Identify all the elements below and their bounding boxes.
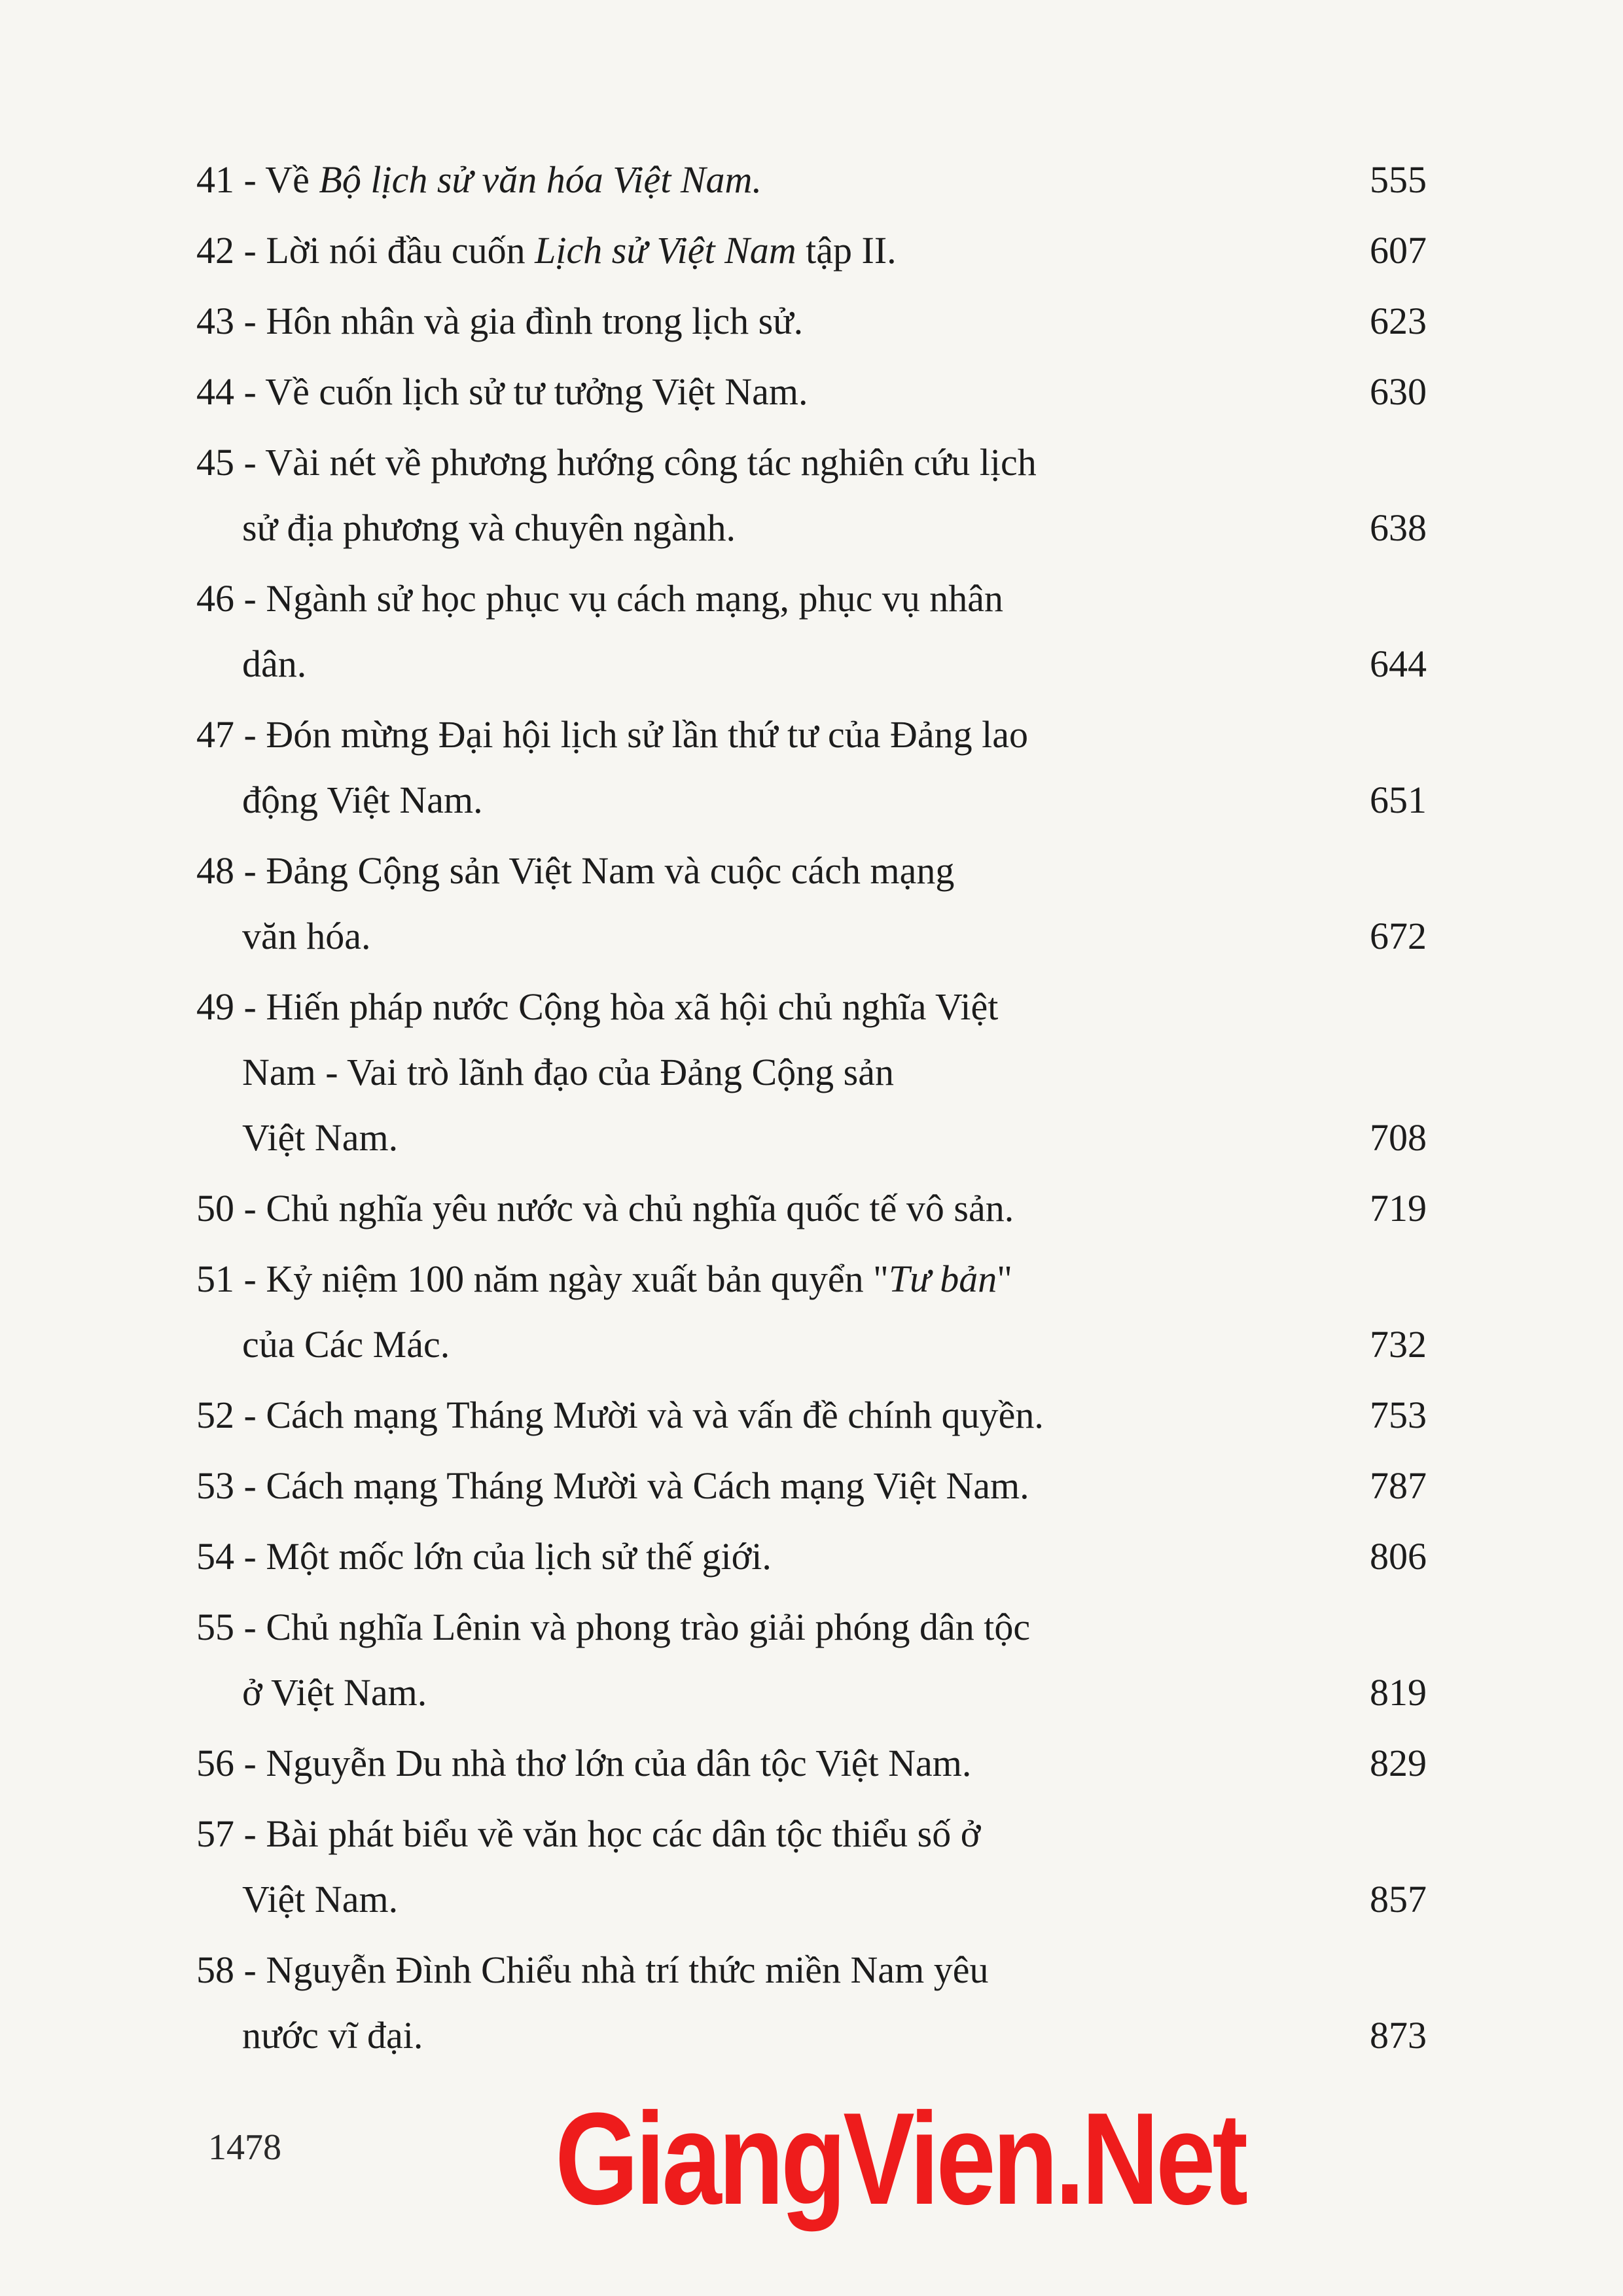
toc-entry-title: Ngành sử học phục vụ cách mạng, phục vụ nhân	[266, 577, 1004, 620]
toc-entry	[196, 289, 1427, 354]
toc-entry-line	[196, 1383, 1427, 1448]
toc-entry-page: 819	[1370, 1671, 1427, 1714]
toc-entry-line	[196, 1176, 1427, 1241]
toc-entry-title: Nam - Vai trò lãnh đạo của Đảng Cộng sản	[242, 1051, 894, 1093]
toc-entry-page: 644	[1370, 643, 1427, 685]
toc-entry-line	[196, 1595, 1427, 1660]
toc-entry	[196, 566, 1427, 697]
toc-entry-title: văn hóa.	[242, 915, 371, 957]
toc-entry-line	[196, 768, 1427, 833]
toc-entry-page: 555	[1370, 158, 1427, 201]
toc-entry-line	[196, 218, 1427, 283]
toc-entry-line	[196, 1937, 1427, 2003]
toc-entry-line	[196, 1040, 1427, 1105]
toc-entry-line	[196, 631, 1427, 697]
toc-entry-page: 623	[1370, 300, 1427, 342]
toc-entry	[196, 1731, 1427, 1796]
toc-entry-separator: -	[234, 577, 266, 620]
toc-entry-line	[196, 702, 1427, 768]
toc-entry-separator: -	[234, 1742, 266, 1784]
toc-entry-title: "	[997, 1258, 1012, 1300]
toc-entry-title: Việt Nam.	[242, 1878, 399, 1920]
footer-page-number: 1478	[208, 2127, 281, 2168]
toc-entry	[196, 1801, 1427, 1932]
toc-entry-separator: -	[234, 300, 266, 342]
toc-entry-line	[196, 1524, 1427, 1589]
toc-entry-title: nước vĩ đại.	[242, 2014, 423, 2057]
toc-entry-page: 607	[1370, 229, 1427, 272]
toc-entry-separator: -	[234, 985, 266, 1028]
toc-entry-title: Bài phát biểu về văn học các dân tộc thiểu số ở	[266, 1812, 981, 1855]
toc-entry	[196, 218, 1427, 283]
toc-entry-number: 47	[196, 713, 234, 756]
toc-entry-separator: -	[234, 1949, 266, 1991]
toc-entry-separator: -	[234, 1606, 266, 1648]
toc-entry-number: 57	[196, 1812, 234, 1855]
toc-entry-title: Chủ nghĩa Lênin và phong trào giải phóng dân tộc	[266, 1606, 1031, 1648]
toc-entry-title: Cách mạng Tháng Mười và Cách mạng Việt Nam.	[266, 1464, 1029, 1507]
toc-entry	[196, 702, 1427, 833]
toc-entry-number: 44	[196, 370, 234, 413]
toc-entry-separator: -	[234, 1535, 266, 1578]
toc-entry-title: Hiến pháp nước Cộng hòa xã hội chủ nghĩa Việt	[266, 985, 999, 1028]
toc-entry-line	[196, 1731, 1427, 1796]
toc-entry	[196, 974, 1427, 1171]
toc-entry-separator: -	[234, 158, 266, 201]
toc-entry-title: Vài nét về phương hướng công tác nghiên cứu lịch	[265, 441, 1037, 484]
toc-entry	[196, 1176, 1427, 1241]
toc-entry-number: 50	[196, 1187, 234, 1229]
toc-entry-separator: -	[234, 1464, 266, 1507]
toc-entry-line	[196, 838, 1427, 904]
toc-entry-title: dân.	[242, 643, 307, 685]
toc-entry-line	[196, 1246, 1427, 1312]
watermark-logo: GiangVien.Net	[555, 2086, 1245, 2232]
toc-entry-line	[196, 1801, 1427, 1867]
toc-entry-title: Nguyễn Du nhà thơ lớn của dân tộc Việt Nam.	[266, 1742, 972, 1784]
toc-entry-title: của Các Mác.	[242, 1323, 450, 1366]
toc-entry-line	[196, 2003, 1427, 2068]
toc-entry-line	[196, 1453, 1427, 1519]
toc-entry-line	[196, 1105, 1427, 1171]
toc-entry-page: 873	[1370, 2014, 1427, 2057]
toc-entry-page: 732	[1370, 1323, 1427, 1366]
toc-entry-page: 672	[1370, 915, 1427, 957]
toc-entry-number: 55	[196, 1606, 234, 1648]
toc-entry-line	[196, 566, 1427, 631]
toc-entry-page: 829	[1370, 1742, 1427, 1784]
toc-entry	[196, 430, 1427, 561]
toc-entry-page: 787	[1370, 1464, 1427, 1507]
toc-entry-number: 51	[196, 1258, 234, 1300]
toc-entry-number: 41	[196, 158, 234, 201]
toc-entry-page: 719	[1370, 1187, 1427, 1229]
toc-entry	[196, 838, 1427, 969]
toc-entry-separator: -	[234, 441, 266, 484]
toc-entry	[196, 1524, 1427, 1589]
toc-entry-number: 54	[196, 1535, 234, 1578]
toc-entry	[196, 147, 1427, 213]
toc-entry-title: Chủ nghĩa yêu nước và chủ nghĩa quốc tế vô sản.	[266, 1187, 1014, 1229]
toc-entry-title-italic: Bộ lịch sử văn hóa Việt Nam.	[319, 158, 762, 201]
toc-entry-separator: -	[234, 370, 266, 413]
toc-entry-title: Đón mừng Đại hội lịch sử lần thứ tư của Đảng lao	[266, 713, 1029, 756]
toc-entry-line	[196, 147, 1427, 213]
toc-entry	[196, 1383, 1427, 1448]
toc-entry-line	[196, 1660, 1427, 1725]
toc-entry-title: động Việt Nam.	[242, 779, 483, 821]
toc-entry-number: 58	[196, 1949, 234, 1991]
toc-entry-title: Cách mạng Tháng Mười và và vấn đề chính quyền.	[266, 1394, 1044, 1436]
toc-entry-page: 651	[1370, 779, 1427, 821]
toc-entry-title: Nguyễn Đình Chiểu nhà trí thức miền Nam yêu	[266, 1949, 989, 1991]
toc-entry	[196, 1453, 1427, 1519]
toc-entry-title: Hôn nhân và gia đình trong lịch sử.	[266, 300, 804, 342]
toc-entry-number: 43	[196, 300, 234, 342]
toc-entry-title: Về cuốn lịch sử tư tưởng Việt Nam.	[265, 370, 808, 413]
toc-entry-separator: -	[234, 1394, 266, 1436]
toc-entry-line	[196, 904, 1427, 969]
toc-entry-number: 56	[196, 1742, 234, 1784]
toc-entry-title-italic: Tư bản	[888, 1258, 997, 1300]
toc-entry	[196, 1937, 1427, 2068]
toc-entry-title: Một mốc lớn của lịch sử thế giới.	[266, 1535, 772, 1578]
toc-entry-line	[196, 1312, 1427, 1377]
toc-entry-page: 857	[1370, 1878, 1427, 1920]
toc-entry-number: 46	[196, 577, 234, 620]
toc-entry-separator: -	[234, 229, 266, 272]
toc-entry-separator: -	[234, 1258, 266, 1300]
toc-entry	[196, 1595, 1427, 1725]
toc-entry-line	[196, 430, 1427, 495]
toc-entry-number: 48	[196, 849, 234, 892]
toc-entry-number: 49	[196, 985, 234, 1028]
toc-entry-line	[196, 1867, 1427, 1932]
toc-entry-number: 42	[196, 229, 234, 272]
toc-entry-page: 708	[1370, 1116, 1427, 1159]
toc-entry-number: 53	[196, 1464, 234, 1507]
toc-entry-title-italic: Lịch sử Việt Nam	[535, 229, 796, 272]
toc-entry-number: 52	[196, 1394, 234, 1436]
toc-entry-line	[196, 974, 1427, 1040]
toc-entry-title: Lời nói đầu cuốn	[266, 229, 535, 272]
toc-entry	[196, 1246, 1427, 1377]
toc-entry-title: Về	[265, 158, 319, 201]
toc-entry-page: 753	[1370, 1394, 1427, 1436]
toc-entry-title: Đảng Cộng sản Việt Nam và cuộc cách mạng	[266, 849, 955, 892]
toc-entry-separator: -	[234, 849, 266, 892]
toc-entry-title: sử địa phương và chuyên ngành.	[242, 506, 736, 549]
toc-entry-title: tập II.	[796, 229, 897, 272]
toc-entry-title: ở Việt Nam.	[242, 1671, 427, 1714]
toc-entry-number: 45	[196, 441, 234, 484]
toc-entry-title: Việt Nam.	[242, 1116, 399, 1159]
toc-entry-title: Kỷ niệm 100 năm ngày xuất bản quyển "	[266, 1258, 889, 1300]
toc-entry-separator: -	[234, 1187, 266, 1229]
toc-entry-page: 806	[1370, 1535, 1427, 1578]
toc-entry-line	[196, 359, 1427, 425]
toc-entry-line	[196, 495, 1427, 561]
toc-entry-page: 638	[1370, 506, 1427, 549]
toc-entry-separator: -	[234, 1812, 266, 1855]
toc-entry-page: 630	[1370, 370, 1427, 413]
toc-entry-separator: -	[234, 713, 266, 756]
toc-entry	[196, 359, 1427, 425]
toc-entry-line	[196, 289, 1427, 354]
